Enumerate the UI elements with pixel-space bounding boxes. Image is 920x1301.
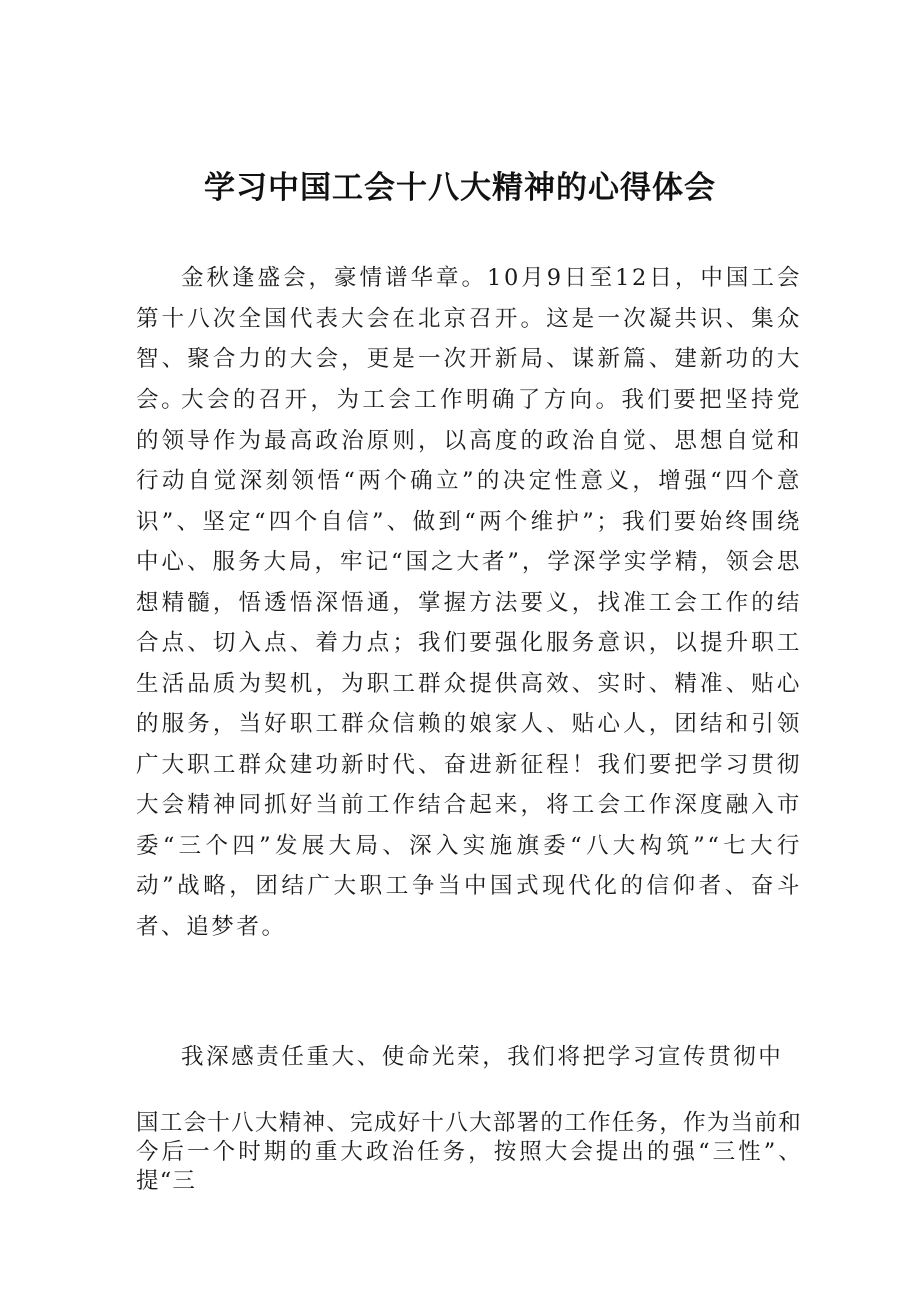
paragraph-4: 国工会十八大精神、完成好十八大部署的工作任务，作为当前和今后一个时期的重大政治任务，按照大会提出的强“三性”、提“三: [136, 1110, 802, 1194]
document-title: 学习中国工会十八大精神的心得体会: [204, 170, 716, 206]
paragraph-1: 金秋逢盛会，豪情谱华章。10月9日至12日，中国工会第十八次全国代表大会在北京召开。这是一次凝共识、集众智、聚合力的大会，更是一次开新局、谋新篇、建新功的大会。: [136, 265, 802, 413]
paragraph-3: 我深感责任重大、使命光荣，我们将把学习宣传贯彻中: [181, 1044, 784, 1070]
paragraph-2: 大会的召开，为工会工作明确了方向。我们要把坚持党的领导作为最高政治原则，以高度的政治自觉、思想自觉和行动自觉深刻领悟“两个确立”的决定性意义，增强“四个意识”、坚定“四个自信”、做到“两个维护”；我们要始终围绕中心、服务大局，牢记“国之大者”，学深学实学精，领会思想精髓，悟透悟深悟通，掌握方法要义，找准工会工作的结合点、切入点、着力点；我们要强化服务意识，以提升职工生活品质为契机，为职工群众提供高效、实时、精准、贴心的服务，当好职工群众信赖的娘家人、贴心人，团结和引领广大职工群众建功新时代、奋进新征程！我们要把学习贯彻大会精神同抓好当前工作结合起来，将工会工作深度融入市委“三个四”发展大局、深入实施旗委“八大构筑”“七大行动”战略，团结广大职工争当中国式现代化的信仰者、奋斗者、追梦者。: [136, 387, 802, 940]
